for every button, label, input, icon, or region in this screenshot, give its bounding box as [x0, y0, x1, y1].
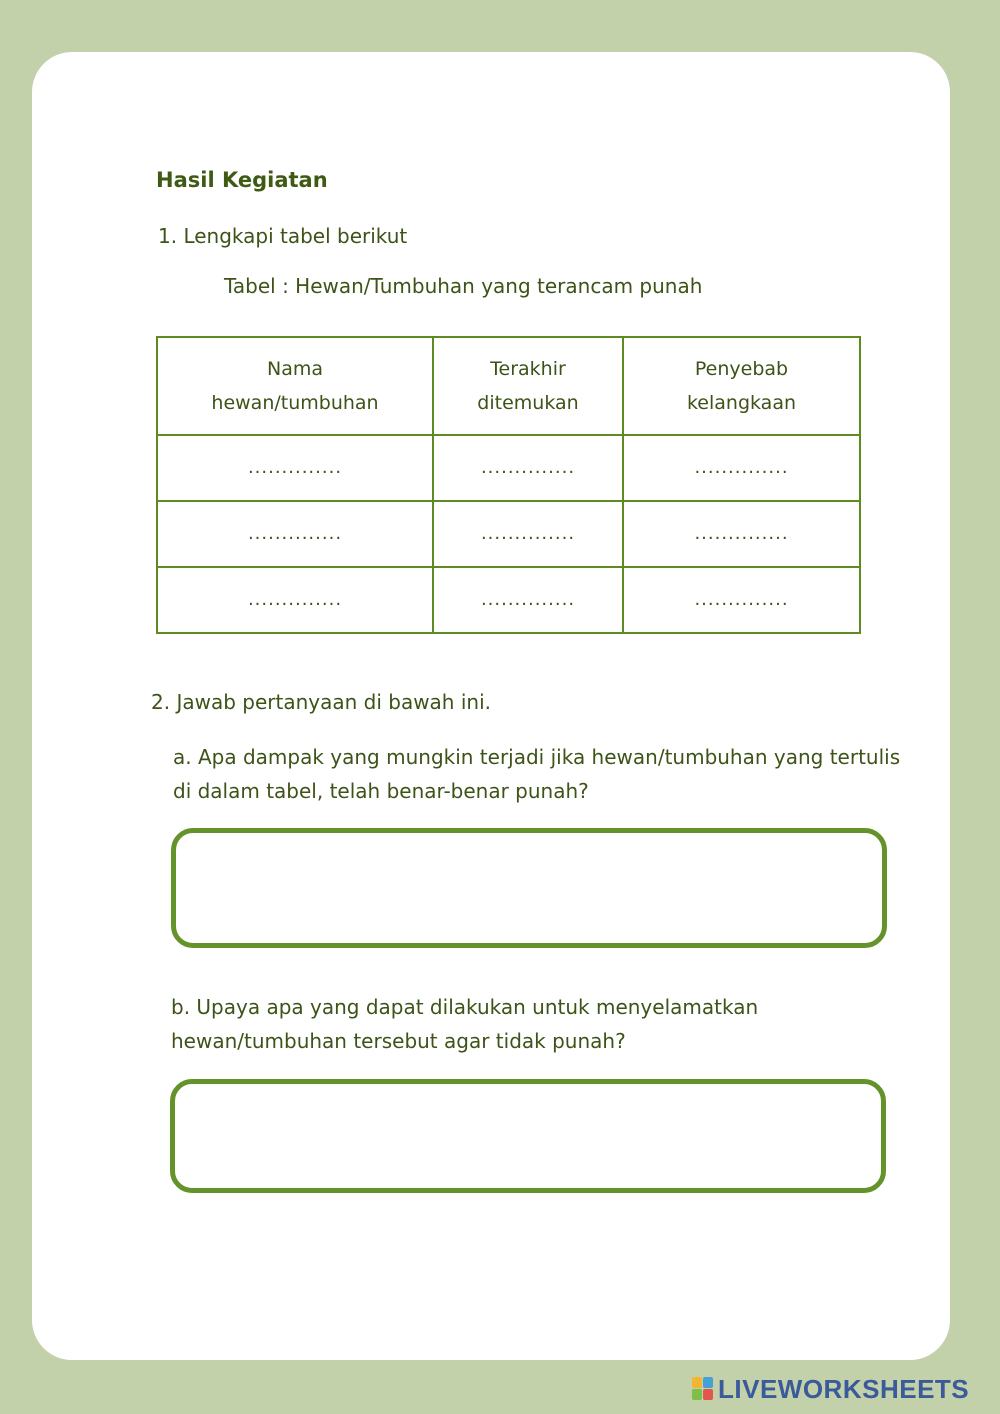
table-cell-blank[interactable]: ..............: [433, 567, 623, 633]
brand-name: LIVEWORKSHEETS: [718, 1373, 970, 1404]
question-2b: b. Upaya apa yang dapat dilakukan untuk menyelamatkan hewan/tumbuhan tersebut agar tidak punah?: [171, 995, 759, 1053]
header-line: Terakhir: [490, 358, 566, 380]
header-line: Nama: [266, 358, 323, 380]
answer-box-b[interactable]: [170, 1079, 886, 1193]
header-cell-name: [157, 337, 433, 435]
table-cell-blank[interactable]: ..............: [157, 435, 433, 501]
table-header-row: [157, 337, 860, 435]
table-row: [157, 501, 860, 567]
header-line: hewan/tumbuhan: [211, 392, 379, 414]
header-cell-last-found: [433, 337, 623, 435]
section-heading: Hasil Kegiatan: [156, 168, 328, 192]
header-line: ditemukan: [477, 392, 579, 414]
table-cell-blank[interactable]: ..............: [623, 501, 860, 567]
table-cell-blank[interactable]: ..............: [623, 435, 860, 501]
question-1: 1. Lengkapi tabel berikut: [158, 224, 408, 248]
table-row: [157, 435, 860, 501]
table-cell-blank[interactable]: ..............: [433, 501, 623, 567]
table-cell-blank[interactable]: ..............: [433, 435, 623, 501]
table-caption: Tabel : Hewan/Tumbuhan yang terancam punah: [224, 274, 703, 298]
question-2: 2. Jawab pertanyaan di bawah ini.: [151, 690, 491, 714]
table-row: [157, 567, 860, 633]
table-cell-blank[interactable]: ..............: [157, 501, 433, 567]
table-cell-blank[interactable]: ..............: [157, 567, 433, 633]
question-2a: a. Apa dampak yang mungkin terjadi jika hewan/tumbuhan yang tertulis di dalam tabel, telah benar-benar punah?: [173, 745, 901, 803]
endangered-table: [156, 336, 861, 634]
header-line: kelangkaan: [686, 392, 797, 414]
liveworksheets-logo-icon: [692, 1377, 714, 1401]
table-cell-blank[interactable]: ..............: [623, 567, 860, 633]
header-cell-cause: [623, 337, 860, 435]
header-line: Penyebab: [694, 358, 789, 380]
liveworksheets-logo: [692, 1373, 970, 1404]
answer-box-a[interactable]: [171, 828, 887, 948]
